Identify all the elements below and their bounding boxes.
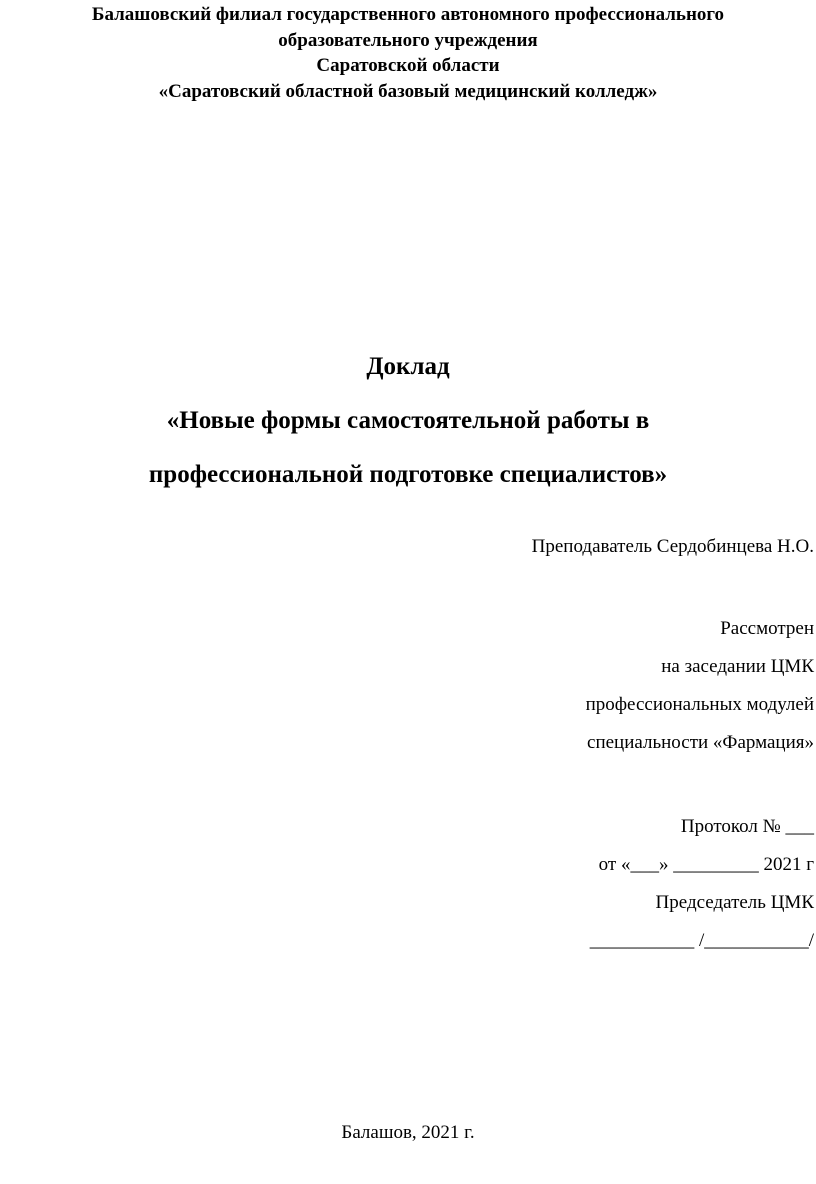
teacher-line: Преподаватель Сердобинцева Н.О. [531,536,814,557]
review-line-4: специальности «Фармация» [587,732,814,753]
institution-line-3: Саратовской области [316,55,500,76]
institution-header [0,2,816,104]
chairman-label: Председатель ЦМК [655,892,814,913]
institution-line-2: образовательного учреждения [278,29,538,51]
title-line-3: профессиональной подготовке специалистов» [148,461,668,488]
signature-line: ___________ /___________/ [589,930,814,951]
review-line-1: Рассмотрен [720,618,814,639]
protocol-block [590,808,814,960]
title-line-1: Доклад [366,353,450,380]
review-line-3: профессиональных модулей [585,694,814,715]
city-year: Балашов, 2021 г. [341,1122,475,1143]
review-line-2: на заседании ЦМК [661,656,814,677]
title-line-2: «Новые формы самостоятельной работы в [166,407,650,434]
institution-line-1: Балашовский филиал государственного автономного профессионального [91,4,725,25]
review-block [586,610,814,762]
protocol-number: Протокол № ___ [680,816,814,837]
protocol-date: от «___» _________ 2021 г [598,854,814,875]
institution-line-4: «Саратовский областной базовый медицинский колледж» [158,80,658,102]
document-title [0,340,816,502]
